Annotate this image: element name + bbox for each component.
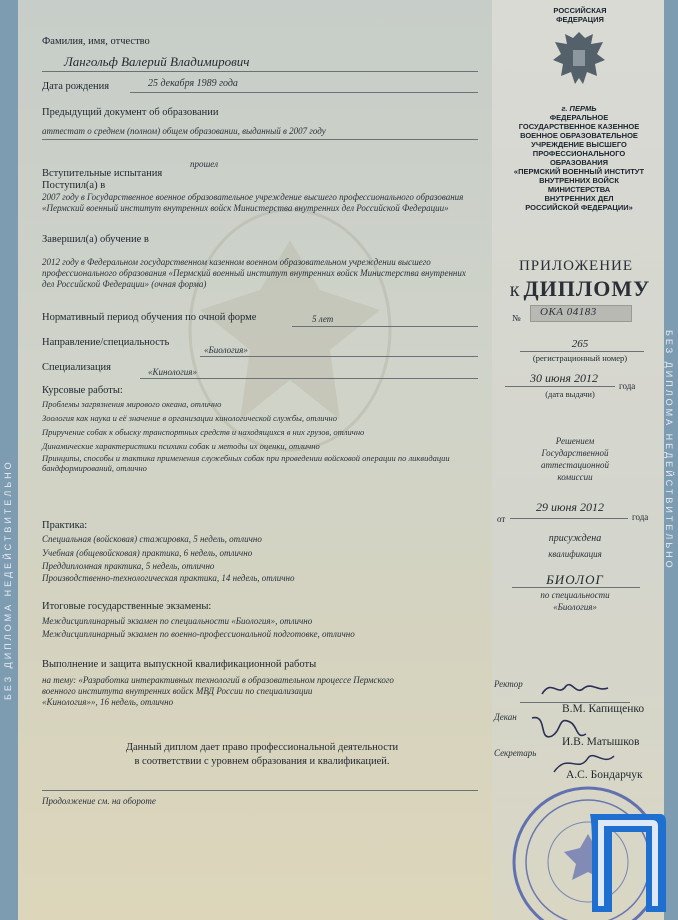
- direction-value: «Биология»: [204, 345, 248, 355]
- issuer-line: ВНУТРЕННИХ ВОЙСК: [539, 176, 619, 185]
- specialty-value: «Биология»: [553, 602, 597, 612]
- issuer-block: [500, 104, 658, 212]
- practice-list: [42, 534, 295, 585]
- rights-line-2: в соответствии с уровнем образования и квалификацией.: [134, 756, 390, 767]
- issue-date: 30 июня 2012: [530, 371, 598, 385]
- secretary-label: Секретарь: [494, 748, 537, 758]
- qualification-value: БИОЛОГ: [546, 572, 604, 587]
- logo-icon: [582, 810, 668, 916]
- prev-doc-value: аттестат о среднем (полном) общем образовании, выданный в 2007 году: [42, 126, 326, 136]
- completed-text: 2012 году в Федеральном государственном казенном военном образовательном учреждении высшего профессионального образования «Пермский военный институт внутренних войск Министерства внутренних дел Российской Федерации» (очная форма): [42, 257, 466, 289]
- issuer-line: МИНИСТЕРСТВА: [547, 185, 611, 194]
- issuer-line: ГОСУДАРСТВЕННОЕ КАЗЕННОЕ: [518, 122, 640, 131]
- issuer-line: РОССИЙСКОЙ ФЕДЕРАЦИИ»: [525, 203, 633, 212]
- decision-date: 29 июня 2012: [536, 500, 604, 514]
- awarded-text: присуждена: [548, 533, 602, 544]
- entrance-label: Вступительные испытания: [42, 168, 163, 179]
- practice-label: Практика:: [42, 520, 88, 531]
- coursework-item: Проблемы загрязнения мирового океана, отлично: [42, 399, 222, 409]
- diploma-word: ДИПЛОМУ: [523, 276, 651, 301]
- reg-number: 265: [571, 338, 589, 350]
- from-prefix: от: [497, 514, 506, 524]
- dob-value: 25 декабря 1989 года: [148, 78, 238, 89]
- dean-label: Декан: [494, 712, 517, 722]
- decision-suffix: года: [632, 512, 649, 522]
- direction-label: Направление/специальность: [42, 337, 170, 348]
- to-word: к: [509, 279, 520, 301]
- secretary-name: А.С. Бондарчук: [566, 769, 643, 781]
- decision-line: аттестационной: [541, 460, 609, 470]
- exams-list: [42, 616, 355, 642]
- issuer-line: г. ПЕРМЬ: [561, 104, 597, 113]
- continued-note: Продолжение см. на обороте: [42, 796, 156, 806]
- number-prefix: №: [512, 313, 521, 323]
- diploma-number: ОКА 04183: [540, 306, 597, 318]
- coursework-label: Курсовые работы:: [42, 385, 123, 396]
- exam-item: Междисциплинарный экзамен по военно-профессиональной подготовке, отлично: [42, 629, 355, 639]
- fio-label: Фамилия, имя, отчество: [42, 36, 150, 47]
- thesis-label: Выполнение и защита выпускной квалификационной работы: [42, 659, 317, 670]
- coursework-item: Зоология как наука и её значение в организации кинологической службы, отлично: [42, 413, 338, 423]
- thesis-text: [42, 675, 394, 708]
- rector-name: В.М. Капищенко: [562, 703, 645, 715]
- thesis-line: на тему: «Разработка интерактивных технологий в образовательном процессе Пермского: [42, 675, 394, 685]
- thesis-line: военного института внутренних войск МВД России по специализации: [42, 686, 313, 696]
- rights-line-1: Данный диплом дает право профессиональной деятельности: [125, 742, 399, 753]
- left-sidebar-text: БЕЗ ДИПЛОМА НЕДЕЙСТВИТЕЛЬНО: [3, 459, 13, 700]
- practice-item: Производственно-технологическая практика, 14 недель, отлично: [42, 573, 295, 583]
- coat-of-arms-icon: [549, 28, 609, 90]
- decision-line: Решением: [555, 436, 595, 446]
- specialization-value: «Кинология»: [148, 367, 197, 377]
- qualification-caption: квалификация: [548, 549, 602, 559]
- issue-year-suffix: года: [619, 381, 636, 391]
- entrance-value: прошел: [190, 159, 218, 169]
- coursework-item: бандформирований, отлично: [42, 463, 147, 473]
- coursework-item: Динамические характеристики психики собак и методы их оценки, отлично: [42, 441, 320, 451]
- issue-caption: (дата выдачи): [545, 389, 595, 399]
- admitted-label: Поступил(а) в: [42, 180, 106, 191]
- fio-value: Лангольф Валерий Владимирович: [64, 54, 250, 69]
- issuer-line: ФЕДЕРАЛЬНОЕ: [549, 113, 609, 122]
- coursework-list: [42, 399, 482, 473]
- dob-label: Дата рождения: [42, 81, 110, 92]
- period-value: 5 лет: [312, 314, 334, 324]
- rector-signature: [540, 676, 610, 700]
- decision-line: комиссии: [557, 472, 593, 482]
- period-label: Нормативный период обучения по очной форме: [42, 312, 257, 323]
- decision-block: [500, 436, 650, 484]
- practice-item: Специальная (войсковая) стажировка, 5 недель, отлично: [42, 534, 262, 544]
- practice-item: Преддипломная практика, 5 недель, отлично: [42, 561, 215, 571]
- issuer-line: ВОЕННОЕ ОБРАЗОВАТЕЛЬНОЕ: [520, 131, 638, 140]
- coursework-item: Принципы, способы и тактика применения служебных собак при проведении войсковой операции по ликвидации: [42, 453, 450, 463]
- thesis-line: «Кинология»», 16 недель, отлично: [42, 697, 174, 707]
- decision-line: Государственной: [541, 448, 609, 458]
- specialization-label: Специализация: [42, 362, 112, 373]
- practice-item: Учебная (общевойсковая) практика, 6 недель, отлично: [42, 548, 253, 558]
- issuer-line: УЧРЕЖДЕНИЕ ВЫСШЕГО: [531, 140, 627, 149]
- exams-label: Итоговые государственные экзамены:: [42, 601, 212, 612]
- issuer-line: ОБРАЗОВАНИЯ: [549, 158, 609, 167]
- prev-doc-label: Предыдущий документ об образовании: [42, 107, 219, 118]
- completed-label: Завершил(а) обучение в: [42, 234, 149, 245]
- by-specialty: по специальности: [540, 590, 610, 600]
- country-line-2: ФЕДЕРАЦИЯ: [556, 15, 604, 24]
- issuer-line: «ПЕРМСКИЙ ВОЕННЫЙ ИНСТИТУТ: [513, 167, 645, 176]
- reg-caption: (регистрационный номер): [532, 353, 628, 363]
- rector-label: Ректор: [494, 679, 523, 689]
- coursework-item: Приручение собак к обыску транспортных средств и находящихся в них грузов, отлично: [42, 427, 365, 437]
- right-sidebar-text: БЕЗ ДИПЛОМА НЕДЕЙСТВИТЕЛЬНО: [664, 330, 674, 571]
- dean-name: И.В. Матышков: [562, 736, 640, 748]
- issuer-line: ВНУТРЕННИХ ДЕЛ: [544, 194, 614, 203]
- admitted-text: 2007 году в Государственное военное образовательное учреждение высшего профессионального образования «Пермский военный институт внутренних войск Министерства внутренних дел Российской Федерации»: [42, 192, 464, 213]
- appendix-title: ПРИЛОЖЕНИЕ: [518, 258, 634, 274]
- left-sidebar: [0, 0, 18, 920]
- country-line-1: РОССИЙСКАЯ: [553, 6, 607, 15]
- exam-item: Междисциплинарный экзамен по специальности «Биология», отлично: [42, 616, 313, 626]
- to-diploma-title: [500, 276, 660, 302]
- issuer-line: ПРОФЕССИОНАЛЬНОГО: [532, 149, 626, 158]
